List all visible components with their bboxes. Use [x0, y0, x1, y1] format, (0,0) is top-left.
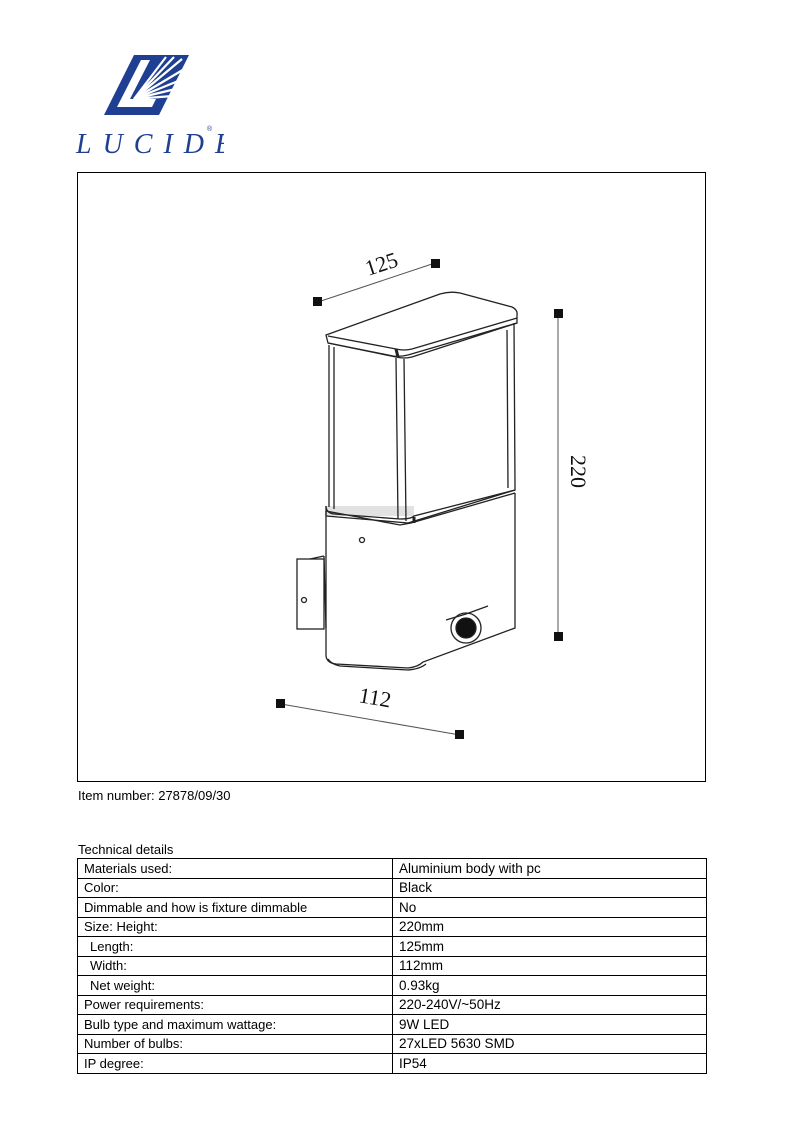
dimension-marker [313, 297, 322, 306]
spec-label-power: Power requirements: [78, 995, 393, 1015]
technical-details-table [77, 858, 707, 1074]
width-dimension [276, 682, 464, 739]
dimension-marker [554, 632, 563, 641]
height-dimension-label: 220 [566, 455, 591, 488]
spec-label-width: Width: [78, 956, 393, 976]
spec-label-materials: Materials used: [78, 859, 393, 879]
technical-drawing-frame [77, 172, 706, 782]
brand-name: LUCID [76, 129, 216, 160]
spec-label-ip-degree: IP degree: [78, 1054, 393, 1074]
width-dimension-label: 112 [357, 682, 394, 713]
height-dimension [554, 309, 591, 641]
spec-value-power: 220-240V/~50Hz [393, 995, 707, 1015]
table-row [78, 995, 707, 1015]
lucide-logo [74, 55, 224, 160]
wall-mount-bracket [297, 556, 326, 629]
spec-value-ip-degree: IP54 [393, 1054, 707, 1074]
dimension-marker [455, 730, 464, 739]
item-number-line [78, 788, 231, 803]
technical-details-title: Technical details [78, 842, 174, 857]
spec-value-net-weight: 0.93kg [393, 976, 707, 996]
table-row [78, 956, 707, 976]
lamp-technical-drawing [78, 173, 707, 783]
table-row [78, 1015, 707, 1035]
length-dimension-label: 125 [361, 246, 401, 281]
spec-label-net-weight: Net weight: [78, 976, 393, 996]
spec-label-dimmable: Dimmable and how is fixture dimmable [78, 898, 393, 918]
table-row [78, 898, 707, 918]
spec-label-bulb-count: Number of bulbs: [78, 1034, 393, 1054]
lamp-top-cap [326, 292, 517, 358]
spec-value-materials: Aluminium body with pc [393, 859, 707, 879]
spec-label-length: Length: [78, 937, 393, 957]
table-row [78, 937, 707, 957]
spec-value-height: 220mm [393, 917, 707, 937]
spec-value-bulb-count: 27xLED 5630 SMD [393, 1034, 707, 1054]
motion-sensor [451, 613, 481, 643]
lucide-logo-mark [74, 55, 224, 160]
table-row [78, 859, 707, 879]
spec-label-height: Size: Height: [78, 917, 393, 937]
dimension-marker [554, 309, 563, 318]
table-row [78, 976, 707, 996]
spec-label-bulb-type: Bulb type and maximum wattage: [78, 1015, 393, 1035]
dimension-marker [276, 699, 285, 708]
table-row [78, 1034, 707, 1054]
lamp-diffuser [329, 323, 515, 521]
dimension-marker [431, 259, 440, 268]
item-number-value: 27878/09/30 [158, 788, 231, 803]
length-dimension [313, 247, 440, 306]
registered-mark: ® [207, 126, 213, 133]
spec-value-color: Black [393, 878, 707, 898]
spec-label-color: Color: [78, 878, 393, 898]
table-row [78, 917, 707, 937]
table-row [78, 1054, 707, 1074]
spec-value-dimmable: No [393, 898, 707, 918]
spec-value-length: 125mm [393, 937, 707, 957]
table-row [78, 878, 707, 898]
item-number-label: Item number: [78, 788, 155, 803]
spec-value-bulb-type: 9W LED [393, 1015, 707, 1035]
spec-value-width: 112mm [393, 956, 707, 976]
